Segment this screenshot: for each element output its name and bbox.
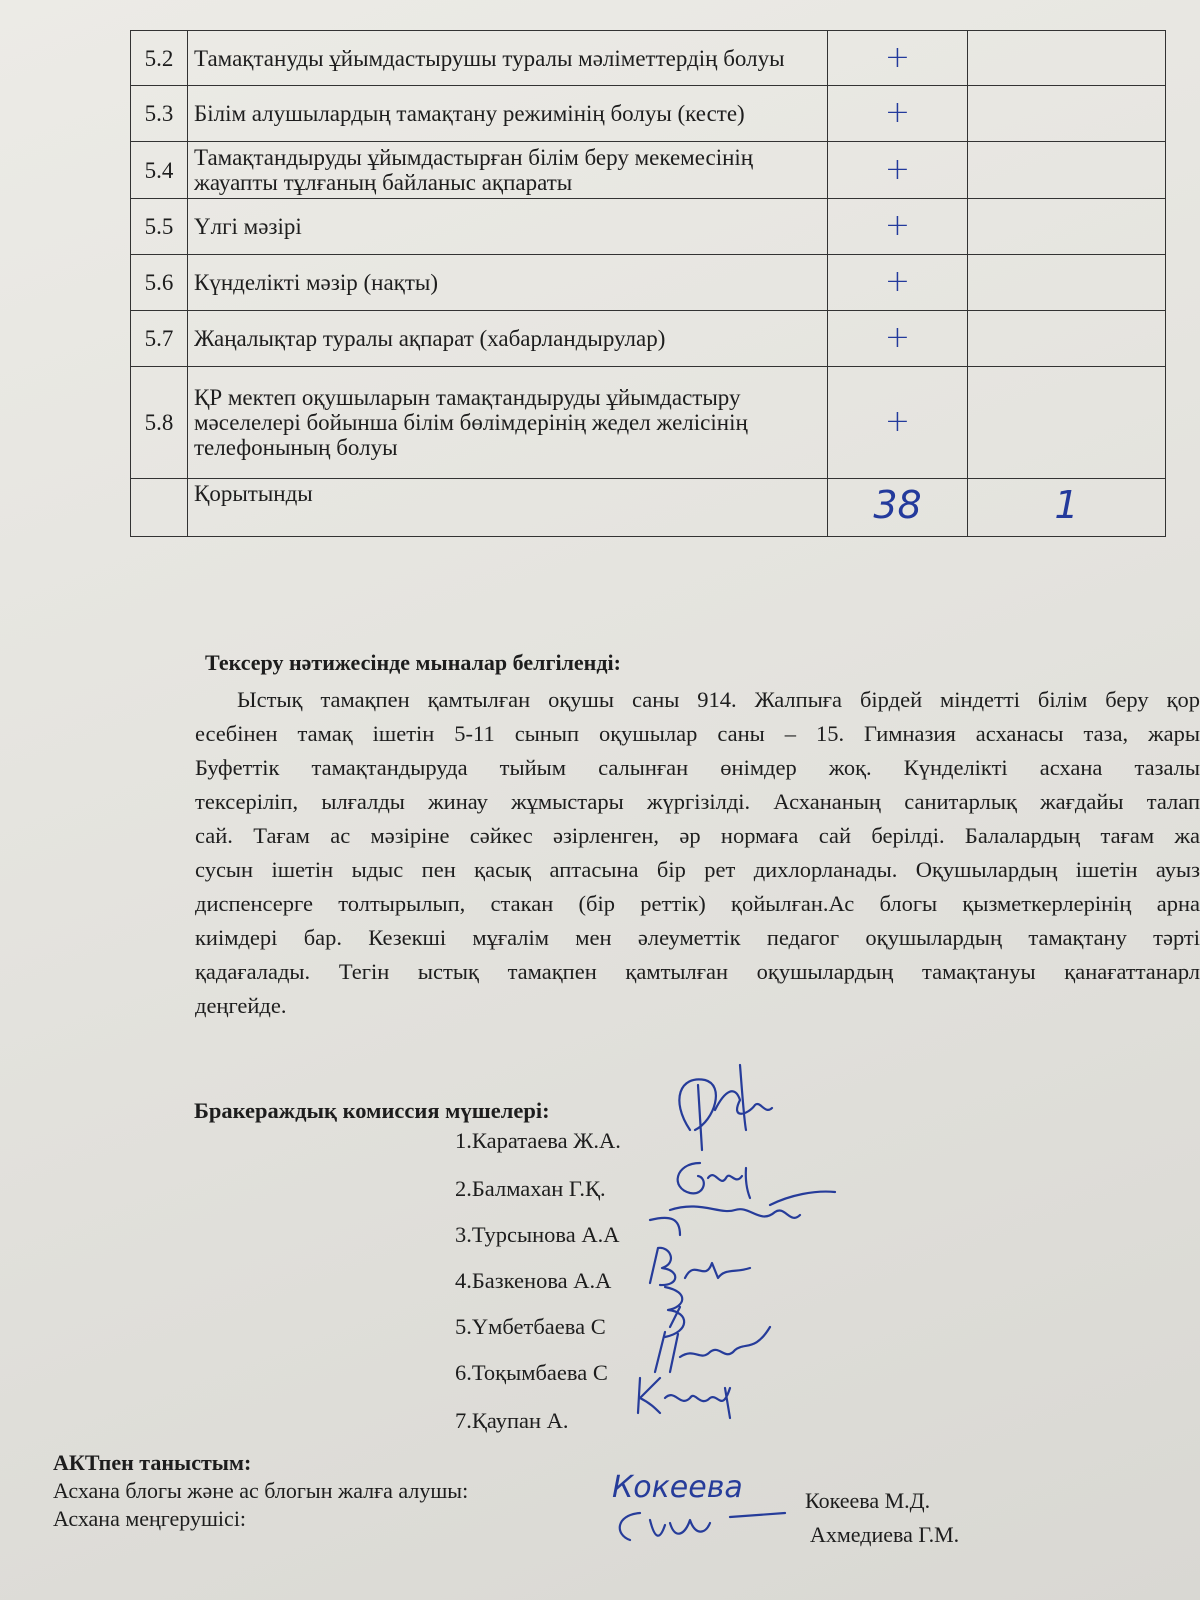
table-row — [131, 31, 1166, 86]
row-empty-cell — [968, 199, 1166, 255]
row-criterion: ҚР мектеп оқушыларын тамақтандыруды ұйымдастыру мәселелері бойынша білім бөлімдерінің жедел желісінің телефонының болуы — [188, 367, 828, 479]
act-role: Асхана меңгерушісі: — [53, 1506, 247, 1531]
table-row — [131, 142, 1166, 199]
total-yes-count: 38 — [873, 482, 922, 527]
row-criterion: Білім алушылардың тамақтану режимінің болуы (кесте) — [188, 86, 828, 142]
plus-mark: + — [884, 39, 911, 75]
row-number: 5.7 — [131, 311, 188, 367]
findings-line: киімдері бар. Кезекші мұғалім мен әлеуметтік педагог оқушылардың тамақтану тәрті — [195, 925, 1200, 950]
commission-member: 3.Турсынова А.А — [455, 1222, 620, 1247]
row-number: 5.4 — [131, 142, 188, 199]
row-empty-cell — [968, 367, 1166, 479]
table-total-row — [131, 479, 1166, 537]
findings-line: Ыстық тамақпен қамтылған оқушы саны 914. Жалпыға бірдей міндетті білім беру қор — [237, 687, 1200, 712]
commission-member: 7.Қаупан А. — [455, 1408, 569, 1433]
row-empty-cell — [968, 142, 1166, 199]
act-name: Кокеева М.Д. — [805, 1488, 931, 1513]
commission-member: 2.Балмахан Г.Қ. — [455, 1176, 606, 1201]
table-row — [131, 199, 1166, 255]
act-role: Асхана блогы және ас блогын жалға алушы: — [53, 1478, 469, 1503]
total-label: Қорытынды — [188, 479, 828, 537]
table-row — [131, 367, 1166, 479]
row-empty-cell — [968, 86, 1166, 142]
findings-line: сусын ішетін ыдыс пен қасық аптасына бір рет дихлорланады. Оқушылардың ішетін ауыз — [195, 857, 1200, 882]
row-number: 5.5 — [131, 199, 188, 255]
row-criterion: Тамақтануды ұйымдастырушы туралы мәліметтердің болуы — [188, 31, 828, 86]
plus-mark: + — [884, 404, 911, 439]
commission-title: Бракераждық комиссия мүшелері: — [194, 1098, 550, 1123]
handwritten-name: Кокеева — [612, 1470, 743, 1505]
findings-paragraph — [195, 683, 1200, 1063]
row-empty-cell — [968, 255, 1166, 311]
findings-line: сай. Тағам ас мәзіріне сәйкес әзірленген, әр нормаға сай берілді. Балалардың тағам жа — [195, 823, 1200, 848]
act-title: АКТпен таныстым: — [53, 1450, 252, 1475]
row-number: 5.6 — [131, 255, 188, 311]
row-number: 5.2 — [131, 31, 188, 86]
table-row — [131, 311, 1166, 367]
total-no-count: 1 — [1054, 482, 1079, 527]
row-criterion: Күнделікті мәзір (нақты) — [188, 255, 828, 311]
findings-line: диспенсерге толтырылып, стакан (бір реттік) қойылған.Ас блогы қызметкерлерінің арна — [195, 891, 1200, 916]
plus-mark: + — [884, 264, 911, 299]
row-number: 5.8 — [131, 367, 188, 479]
plus-mark: + — [884, 95, 911, 130]
findings-line: тексеріліп, ылғалды жинау жұмыстары жүргізілді. Асхананың санитарлық жағдайы талап — [195, 789, 1200, 814]
findings-heading: Тексеру нәтижесінде мыналар белгіленді: — [205, 650, 621, 675]
signature-kaupan — [630, 1368, 750, 1423]
findings-line: есебінен тамақ ішетін 5-11 сынып оқушылар саны – 15. Гимназия асханасы таза, жары — [195, 721, 1200, 746]
table-row — [131, 86, 1166, 142]
plus-mark: + — [884, 320, 911, 355]
commission-member: 6.Тоқымбаева С — [455, 1360, 608, 1385]
row-criterion: Тамақтандыруды ұйымдастырған білім беру мекемесінің жауапты тұлғаның байланыс ақпараты — [188, 142, 828, 199]
commission-member: 1.Каратаева Ж.А. — [455, 1128, 621, 1153]
checklist-table — [130, 30, 1166, 537]
signature-akhmedieva — [610, 1505, 800, 1550]
plus-mark: + — [884, 208, 911, 243]
signature-karataeva — [660, 1060, 800, 1160]
total-number-cell — [131, 479, 188, 537]
findings-line: деңгейде. — [195, 993, 287, 1018]
row-criterion: Жаңалықтар туралы ақпарат (хабарландырулар) — [188, 311, 828, 367]
findings-line: Буфеттік тамақтандыруда тыйым салынған өнімдер жоқ. Күнделікті асхана тазалы — [195, 755, 1200, 780]
commission-member: 5.Үмбетбаева С — [455, 1314, 606, 1339]
table-row — [131, 255, 1166, 311]
findings-line: қадағалады. Тегін ыстық тамақпен қамтылған оқушылардың тамақтануы қанағаттанарл — [195, 959, 1200, 984]
row-empty-cell — [968, 31, 1166, 86]
commission-member: 4.Базкенова А.А — [455, 1268, 612, 1293]
row-empty-cell — [968, 311, 1166, 367]
plus-mark: + — [884, 151, 911, 187]
act-name: Ахмедиева Г.М. — [810, 1522, 960, 1547]
row-number: 5.3 — [131, 86, 188, 142]
row-criterion: Үлгі мәзірі — [188, 199, 828, 255]
